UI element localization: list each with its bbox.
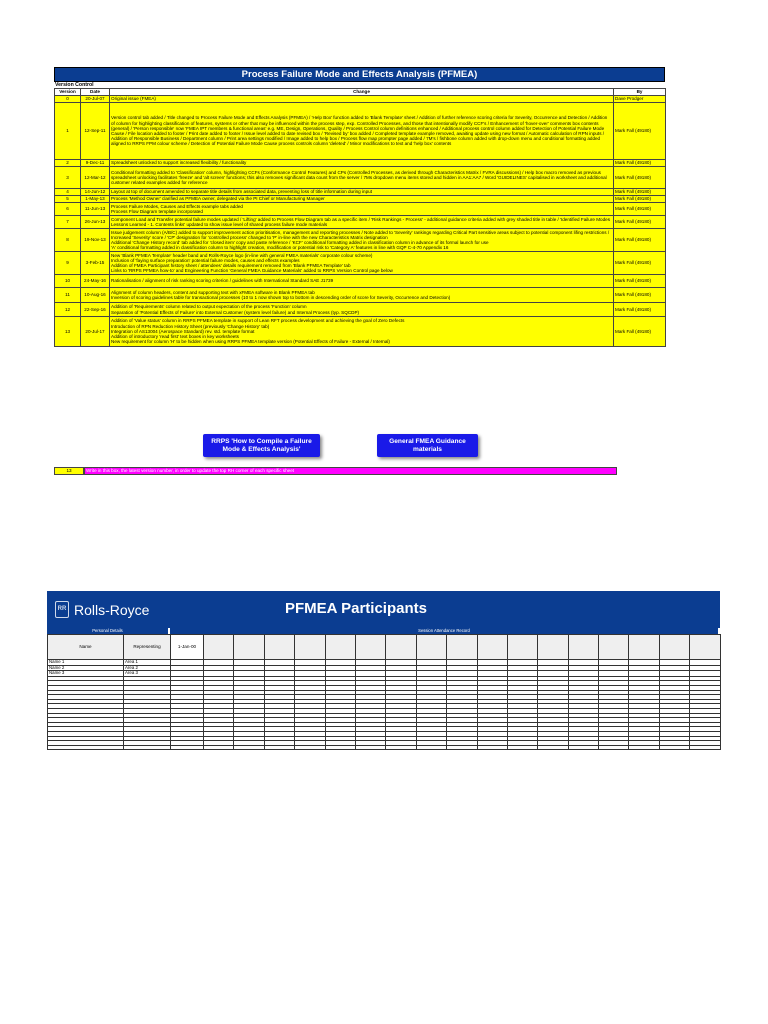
change-cell: Spreadsheet unlocked to support increased flexibility / functionality	[110, 160, 614, 167]
change-cell: Process Failure Modes, Causes and Effects example tabs added Process Flow Diagram template incorporated	[110, 203, 614, 216]
attendance-cell[interactable]	[171, 745, 204, 750]
date-cell: 14-Jun-12	[81, 189, 110, 196]
participants-section-bar	[47, 628, 720, 634]
change-cell: Process 'Method Owner' clarified as PFMEA owner, delegated via the PI Chief or Manufacturing Manager	[110, 196, 614, 203]
col-header-session-date[interactable]: 1-Jan-00	[171, 635, 204, 660]
session-date-header[interactable]	[568, 635, 598, 660]
version-cell: 0	[55, 96, 81, 103]
version-cell: 11	[55, 288, 81, 303]
date-cell: 26-Jun-13	[81, 216, 110, 229]
rolls-royce-logo	[55, 601, 149, 618]
session-date-header[interactable]	[477, 635, 507, 660]
change-cell: Layout at top of document amended to separate title details from associated data, preventing loss of title information during input	[110, 189, 614, 196]
latest-version-number-cell[interactable]: 13	[54, 467, 84, 475]
brand-name: Rolls-Royce	[74, 601, 150, 618]
attendance-cell[interactable]	[416, 745, 446, 750]
participant-representing-cell[interactable]: Area 3	[124, 671, 171, 677]
date-cell: 1-May-13	[81, 196, 110, 203]
col-header-representing: Representing	[124, 635, 171, 660]
author-cell: Dave Prodger	[614, 96, 666, 103]
version-cell: 12	[55, 303, 81, 317]
date-cell: 24-May-16	[81, 275, 110, 288]
latest-version-instruction-text: Write in this box, the latest version number, in order to update the top RH corner of each specific sheet	[84, 467, 617, 475]
version-control-table	[54, 88, 666, 347]
participant-row	[48, 745, 721, 750]
participants-sheet	[47, 591, 720, 750]
version-row	[55, 229, 666, 252]
author-cell: Mark Fall (49180)	[614, 229, 666, 252]
author-cell: Mark Fall (49180)	[614, 160, 666, 167]
participant-name-cell[interactable]: Name 2	[48, 665, 124, 671]
general-fmea-guidance-button[interactable]: General FMEA Guidance materials	[377, 434, 478, 457]
version-row	[55, 303, 666, 317]
session-date-header[interactable]	[416, 635, 446, 660]
participant-representing-cell[interactable]: Area 2	[124, 665, 171, 671]
version-row	[55, 203, 666, 216]
date-cell: 20-Jul-17	[81, 317, 110, 347]
participants-header-row	[48, 635, 721, 660]
session-date-header[interactable]	[325, 635, 355, 660]
attendance-cell[interactable]	[477, 745, 507, 750]
session-date-header[interactable]	[204, 635, 234, 660]
version-cell: 8	[55, 229, 81, 252]
version-cell: 4	[55, 189, 81, 196]
version-row	[55, 103, 666, 160]
change-cell: New 'Blank PFMEA Template' header band and Rolls-Royce logo (in-line with general FMEA materials' corporate colour scheme) Inclusion of 'faying surface preparation' potential failure modes, causes and effects examples Addition of FMEA Participant history sheet / attendees' details requirement removed from 'Blank PFMEA Template' tab Links to 'RRPS PFMEA how-to' and Engineering Function 'General FMEA Guidance Materials' added to RRPS Version Control page below	[110, 252, 614, 275]
change-cell: Addition of 'Value status' column in RRPS PFMEA template in support of Lean RFT process development and achieving the goal of Zero Defects Introduction of RPN Reduction History Sheet (previously 'Change History' tab) Integration of AS13004 (Aerospace Standard) rev. std. template format Addition of introductory 'read first' text boxes in key worksheets New requirement for column 'H' to be hidden when using RRPS PFMEA template version (Potential Effects of Failure - External / Internal)	[110, 317, 614, 347]
version-row	[55, 160, 666, 167]
attendance-cell[interactable]	[599, 745, 629, 750]
change-cell: Original issue (FMEA)	[110, 96, 614, 103]
date-cell: 22-Sep-16	[81, 303, 110, 317]
version-cell: 5	[55, 196, 81, 203]
version-control-section	[54, 67, 665, 347]
participant-representing-cell[interactable]	[124, 745, 171, 750]
how-to-compile-fmea-button[interactable]: RRPS 'How to Compile a Failure Mode & Effects Analysis'	[203, 434, 320, 457]
session-date-header[interactable]	[386, 635, 416, 660]
author-cell: Mark Fall (49180)	[614, 189, 666, 196]
session-date-header[interactable]	[507, 635, 537, 660]
version-row	[55, 96, 666, 103]
version-row	[55, 167, 666, 189]
session-date-header[interactable]	[690, 635, 720, 660]
author-cell: Mark Fall (49180)	[614, 252, 666, 275]
date-cell: 20-Jul-07	[81, 96, 110, 103]
version-row	[55, 216, 666, 229]
change-cell: Version control tab added / Title changed to Process Failure Mode and Effects Analysis (PFMEA) / 'Help Box' function added to 'Blank Template' sheet / Addition of further reference scoring criteria for Severity, Occurrence and Detection / Addition of column for highlighting classification of features, systems or other that may be influenced within the process step, exp. Controlled Processes, and those that intentionally modify CCF's / Enhancement of 'hover-over' comments box contents (general) / 'Person responsible' now 'FMEA IPT members & functional areas' e.g. ME, Design, Operations, Quality / Process Control column definitions enhanced / Additional process control column added for Detection of Potential Failure Mode Cause / File location added to footer / Print date added to footer / Issue level added to date revised box / 'Revised by' box added / Completed template example removed, awaiting update using new format / Automatic calculation of RPN inputs / Addition of Responsible Business / Department column / Print area settings modified / Image added to help box / Process flow map prompter page added / 7M's / fishbone column added with drop-down menu and conditional formatting added aligned to RRPS FPM colour scheme / Detection of Potential Failure Mode Cause process controls column 'deleted' / Minor modifications to text and 'help box' contents	[110, 103, 614, 160]
author-cell: Mark Fall (49180)	[614, 167, 666, 189]
date-cell: 3-Feb-15	[81, 252, 110, 275]
version-row	[55, 288, 666, 303]
participant-name-cell[interactable]	[48, 745, 124, 750]
attendance-cell[interactable]	[538, 745, 568, 750]
date-cell: 9-Dec-11	[81, 160, 110, 167]
author-cell: Mark Fall (49180)	[614, 203, 666, 216]
version-row	[55, 189, 666, 196]
date-cell: 10-Aug-16	[81, 288, 110, 303]
change-cell: Addition of 'Requirements' column related to output expectation of the process 'Function' column Separation of 'Potential Effects of Failure' into External Customer (system level failure) and Internal Process (typ. SQCDP)	[110, 303, 614, 317]
version-cell: 3	[55, 167, 81, 189]
attendance-cell[interactable]	[386, 745, 416, 750]
change-cell: Alignment of column headers, content and supporting text with xFMEA software in Blank PFMEA tab Inversion of scoring guidelines table for transactional processes (10 to 1 now shown top to bottom in descending order of score for Severity, Occurrence and Detection)	[110, 288, 614, 303]
attendance-cell[interactable]	[568, 745, 598, 750]
col-header-name: Name	[48, 635, 124, 660]
date-cell: 19-Nov-13	[81, 229, 110, 252]
version-cell: 6	[55, 203, 81, 216]
change-cell: Component Load and Transfer potential failure modes updated / 'Lifting' added to Process Flow Diagram tab as a specific item / 'Risk Rankings - Process' - additional guidance criteria added with grey shaded title in table / 'Identified Failure Modes Lessons Learned - 1. Contents links' updated to show issue level of shared process failure mode materials	[110, 216, 614, 229]
col-header-by: By	[614, 89, 666, 96]
version-row	[55, 317, 666, 347]
attendance-cell[interactable]	[659, 745, 689, 750]
version-cell: 9	[55, 252, 81, 275]
participants-table	[47, 634, 721, 750]
attendance-cell[interactable]	[264, 745, 294, 750]
author-cell: Mark Fall (49180)	[614, 288, 666, 303]
version-row	[55, 275, 666, 288]
section-attendance-record: Session Attendance Record	[170, 628, 720, 634]
change-cell: Conditional formatting added to 'Classification' column, highlighting CCFs (Conformance Control Features) and CPs (Controlled Processes, as derived through Characteristics Matrix / FVRA discussions) / Help box macro removed as previous spreadsheet unlocking facilitates 'freeze' and 'alt screen' functions; this also removes significant data count from the server / 7Ms dropdown menu items stored and hidden in AA1:AA7 / Word 'GUIDELINES' capitalised in worksheet and additional customer related examples added for reference	[110, 167, 614, 189]
attendance-cell[interactable]	[629, 745, 659, 750]
attendance-cell[interactable]	[507, 745, 537, 750]
session-date-header[interactable]	[659, 635, 689, 660]
session-date-header[interactable]	[355, 635, 385, 660]
participants-banner	[47, 591, 720, 628]
version-cell: 13	[55, 317, 81, 347]
author-cell: Mark Fall (49180)	[614, 216, 666, 229]
attendance-cell[interactable]	[204, 745, 234, 750]
author-cell: Mark Fall (49180)	[614, 196, 666, 203]
participant-representing-cell[interactable]: Area 1	[124, 660, 171, 666]
attendance-cell[interactable]	[447, 745, 477, 750]
session-date-header[interactable]	[538, 635, 568, 660]
author-cell: Mark Fall (49180)	[614, 303, 666, 317]
change-cell: Issue judgement column (A/B/C) added to support improvement action prioritisation, management and reporting processes / Note added to 'Severity' rankings regarding Critical Part sensitive areas subject to potential component lifing restrictions / Increased 'Severity' score / 'CP' designation for 'controlled process' changed to 'P' in-line with the new Characteristics Matrix designation Additional 'Change History record' tab added for 'closed item' copy and paste reference / 'KCF' conditional formatting added in classification column in advance of its formal launch for use 'A' conditional formatting added in classification column to highlight creation, modification or potential risk to 'Category A' features in line with GQP C-4-70 Appendix 16	[110, 229, 614, 252]
version-cell: 1	[55, 103, 81, 160]
session-date-header[interactable]	[447, 635, 477, 660]
author-cell: Mark Fall (49180)	[614, 317, 666, 347]
version-control-subtitle: Version Control	[55, 82, 94, 88]
change-cell: Rationalisation / alignment of risk ranking scoring criterion / guidelines with International Standard SAE J1739	[110, 275, 614, 288]
rr-badge-icon: RR	[55, 601, 69, 618]
date-cell: 12-Mar-12	[81, 167, 110, 189]
attendance-cell[interactable]	[295, 745, 325, 750]
latest-version-instruction	[54, 467, 616, 474]
participant-name-cell[interactable]: Name 3	[48, 671, 124, 677]
col-header-version: Version	[55, 89, 81, 96]
col-header-date: Date	[81, 89, 110, 96]
attendance-cell[interactable]	[325, 745, 355, 750]
version-row	[55, 252, 666, 275]
version-control-title: Process Failure Mode and Effects Analysis (PFMEA)	[54, 67, 665, 82]
version-cell: 2	[55, 160, 81, 167]
session-date-header[interactable]	[295, 635, 325, 660]
date-cell: 11-Jun-13	[81, 203, 110, 216]
author-cell: Mark Fall (49180)	[614, 275, 666, 288]
session-date-header[interactable]	[599, 635, 629, 660]
session-date-header[interactable]	[234, 635, 264, 660]
attendance-cell[interactable]	[690, 745, 720, 750]
attendance-cell[interactable]	[234, 745, 264, 750]
version-row	[55, 196, 666, 203]
session-date-header[interactable]	[629, 635, 659, 660]
attendance-cell[interactable]	[355, 745, 385, 750]
version-cell: 7	[55, 216, 81, 229]
author-cell: Mark Fall (49180)	[614, 103, 666, 160]
session-date-header[interactable]	[264, 635, 294, 660]
date-cell: 12-Sep-11	[81, 103, 110, 160]
participants-title: PFMEA Participants	[285, 600, 427, 617]
version-cell: 10	[55, 275, 81, 288]
col-header-change: Change	[110, 89, 614, 96]
participant-name-cell[interactable]: Name 1	[48, 660, 124, 666]
section-personal-details: Personal Details	[47, 628, 170, 634]
